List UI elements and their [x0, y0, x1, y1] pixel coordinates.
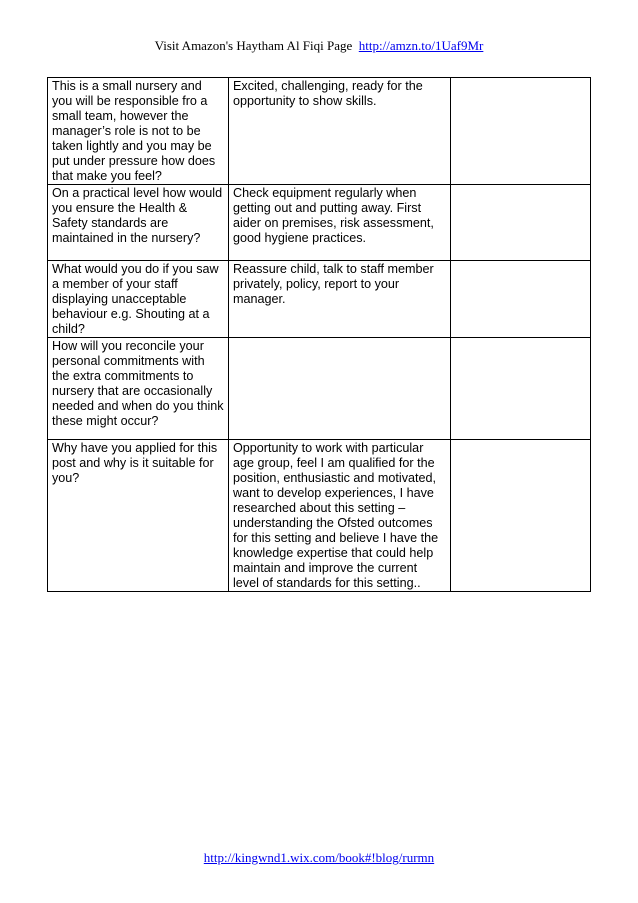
- notes-cell: [451, 261, 591, 338]
- question-cell: Why have you applied for this post and why is it suitable for you?: [48, 440, 229, 592]
- answer-cell: Excited, challenging, ready for the opportunity to show skills.: [229, 78, 451, 185]
- page-header: [0, 38, 638, 54]
- table-row: [48, 78, 591, 185]
- table-row: [48, 440, 591, 592]
- answer-cell: Opportunity to work with particular age group, feel I am qualified for the position, enthusiastic and motivated, want to develop experiences, I have researched about this setting – understanding the Ofsted outcomes for this setting and believe I have the knowledge expertise that could help maintain and improve the current level of standards for this setting..: [229, 440, 451, 592]
- table-row: [48, 338, 591, 440]
- notes-cell: [451, 78, 591, 185]
- notes-cell: [451, 440, 591, 592]
- question-cell: This is a small nursery and you will be responsible fro a small team, however the manager’s role is not to be taken lightly and you may be put under pressure how does that make you feel?: [48, 78, 229, 185]
- notes-cell: [451, 185, 591, 261]
- page-footer: [0, 850, 638, 866]
- answer-cell: [229, 338, 451, 440]
- answer-cell: Check equipment regularly when getting out and putting away. First aider on premises, risk assessment, good hygiene practices.: [229, 185, 451, 261]
- answer-cell: Reassure child, talk to staff member privately, policy, report to your manager.: [229, 261, 451, 338]
- question-cell: What would you do if you saw a member of your staff displaying unacceptable behaviour e.g. Shouting at a child?: [48, 261, 229, 338]
- header-link[interactable]: http://amzn.to/1Uaf9Mr: [358, 38, 484, 53]
- footer-link[interactable]: http://kingwnd1.wix.com/book#!blog/rurmn: [203, 850, 435, 865]
- table-row: [48, 261, 591, 338]
- question-cell: On a practical level how would you ensure the Health & Safety standards are maintained in the nursery?: [48, 185, 229, 261]
- interview-questions-table: [47, 77, 591, 592]
- question-cell: How will you reconcile your personal commitments with the extra commitments to nursery that are occasionally needed and when do you think these might occur?: [48, 338, 229, 440]
- notes-cell: [451, 338, 591, 440]
- header-text: Visit Amazon's Haytham Al Fiqi Page: [154, 38, 353, 53]
- table-row: [48, 185, 591, 261]
